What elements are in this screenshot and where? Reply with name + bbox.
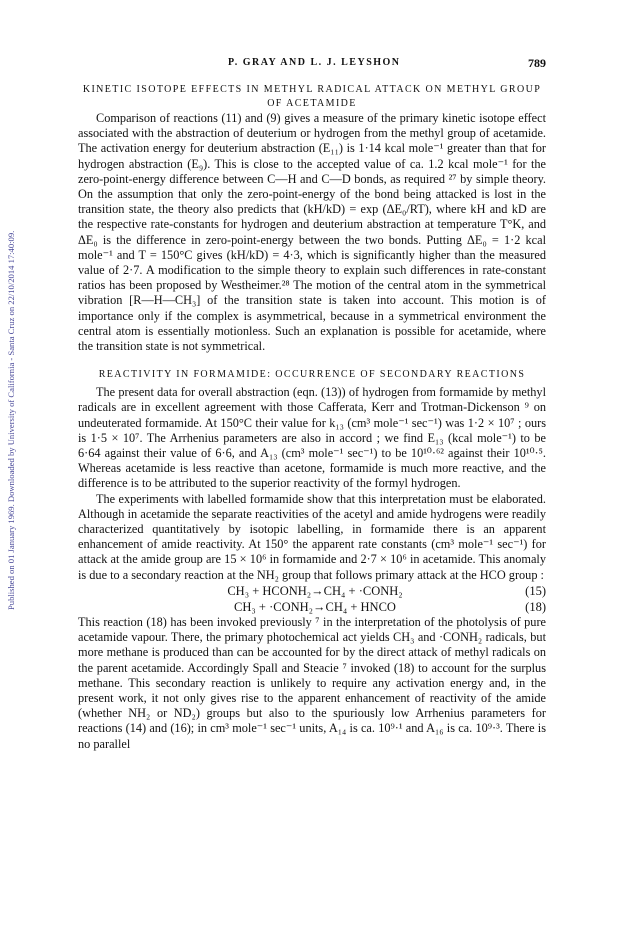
equation-expression: CH₃ + HCONH₂→CH₄ + ·CONH₂ bbox=[227, 583, 403, 598]
paragraph-formamide-1: The present data for overall abstraction (eqn. (13)) of hydrogen from formamide by methyl radicals are in excellent agreement with those Cafferata, Kerr and Trotman-Dickenson ⁹ on undeuterated formamide. At 150°C their value for k₁₃ (cm³ mole⁻¹ sec⁻¹) was 1·2 × 10⁷ ; ours is 1·5 × 10⁷. The Arrhenius parameters are also in accord ; we find E₁₃ (kcal mole⁻¹) to be 6·64 against their value of 6·6, and A₁₃ (cm³ mole⁻¹ sec⁻¹) to be 10¹⁰·⁶² against their 10¹⁰·⁵. Whereas acetamide is less reactive than acetone, formamide is much more reactive, and the difference is to be attributed to the superior reactivity of the formyl hydrogen. bbox=[78, 385, 546, 491]
paragraph-formamide-2: The experiments with labelled formamide show that this interpretation must be elaborated. Although in acetamide the separate reactivities of the acetyl and amide hydrogens were readily characterized quantitatively by isotopic labelling, in formamide there is an apparent enhancement of amide reactivity. At 150° the apparent rate constants (cm³ mole⁻¹ sec⁻¹) for attack at the amide group are 15 × 10⁶ in formamide and 2·7 × 10⁶ in acetamide. This anomaly is due to a secondary reaction at the NH₂ group that follows primary attack at the HCO group : bbox=[78, 491, 546, 582]
running-head bbox=[78, 57, 546, 73]
equation-number: (18) bbox=[525, 599, 546, 614]
equation-number: (15) bbox=[525, 583, 546, 598]
paragraph-isotope-effects: Comparison of reactions (11) and (9) gives a measure of the primary kinetic isotope effect associated with the abstraction of deuterium or hydrogen from the methyl group of acetamide. The activation energy for deuterium abstraction (E₁₁) is 1·14 kcal mole⁻¹ greater than that for hydrogen abstraction (E₉). This is close to the accepted value of ca. 1.2 kcal mole⁻¹ for the zero-point-energy difference between C—H and C—D bonds, as required ²⁷ by simple theory. On the assumption that only the zero-point-energy of the bond being attacked is lost in the transition state, the theory also predicts that (kH/kD) = exp (ΔE₀/RT), where kH and kD are the respective rate-constants for hydrogen and deuterium abstraction at temperature T°K, and ΔE₀ is the difference in zero-point-energy between the two bonds. Putting ΔE₀ = 1·2 kcal mole⁻¹ and T = 150°C gives (kH/kD) = 4·3, which is significantly higher than the measured value of 2·7. A modification to the simple theory to explain such differences in rate-constant ratios has been proposed by Westheimer.²⁸ The motion of the central atom in the symmetrical vibration [R—H—CH₃] of the transition state is taken into account. This motion is of importance only if the complex is asymmetrical, because in a symmetrical environment the central atom is essentially motionless. Such an explanation is possible for acetamide, where the transition state is not symmetrical. bbox=[78, 111, 546, 354]
publication-sidenote bbox=[6, 120, 16, 610]
section-heading-formamide: REACTIVITY IN FORMAMIDE: OCCURRENCE OF SECONDARY REACTIONS bbox=[98, 369, 526, 381]
page-number: 789 bbox=[528, 56, 546, 70]
article-body bbox=[78, 83, 546, 752]
equation-expression: CH₃ + ·CONH₂→CH₄ + HNCO bbox=[234, 599, 396, 614]
running-head-authors: P. GRAY AND L. J. LEYSHON bbox=[228, 57, 401, 68]
equation-18 bbox=[78, 599, 546, 615]
paragraph-formamide-3: This reaction (18) has been invoked previously ⁷ in the interpretation of the photolysis of pure acetamide vapour. There, the primary photochemical act yields CH₃ and ·CONH₂ radicals, but more methane is produced than can be accounted for by the direct attack of methyl radicals on the parent acetamide. Accordingly Spall and Steacie ⁷ invoked (18) to account for the surplus methane. This secondary reaction is unlikely to require any activation energy and, in the present work, it not only gives rise to the apparent enhancement of reactivity of the amide (whether NH₂ or ND₂) groups but also to the spuriously low Arrhenius parameters for reactions (14) and (16); in cm³ mole⁻¹ sec⁻¹ units, A₁₄ is ca. 10⁹·¹ and A₁₆ is ca. 10⁹·³. There is no parallel bbox=[78, 614, 546, 751]
sidenote-text: Published on 01 January 1969. Downloaded by University of California - Santa Cruz on 22/10/2014 17:40:09. bbox=[6, 230, 16, 610]
section-heading-isotope-effects: KINETIC ISOTOPE EFFECTS IN METHYL RADICAL ATTACK ON METHYL GROUP OF ACETAMIDE bbox=[82, 84, 542, 109]
equation-15 bbox=[78, 583, 546, 599]
